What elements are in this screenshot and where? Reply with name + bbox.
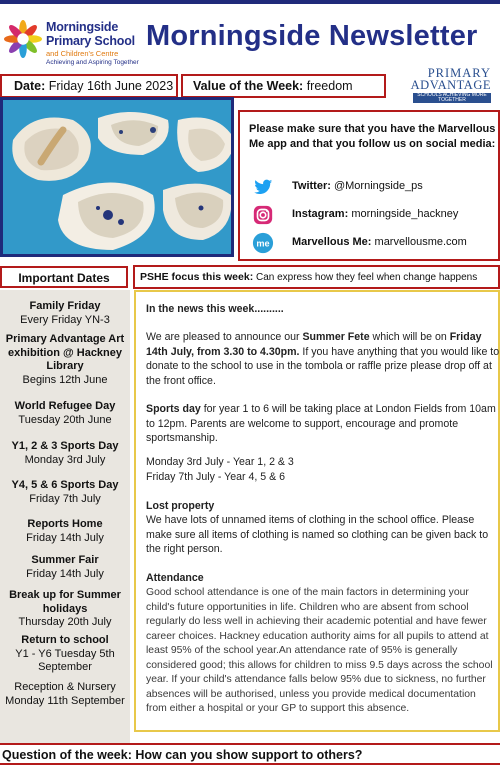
event-title: Break up for Summer holidays [9,589,121,615]
date-box [0,74,178,98]
marvellous-me-row[interactable] [252,232,500,254]
ceramic-bowls-image [3,100,234,257]
social-media-box [238,110,500,261]
date-label: Date: [14,79,46,93]
value-label: Value of the Week: [193,79,304,93]
primary-advantage-logo [393,66,497,106]
event-title: Reports Home [27,518,103,530]
partner-line1: PRIMARY [427,66,491,80]
event-title: Return to school [21,634,109,646]
event-date: Friday 14th July [26,567,104,580]
event-date: Friday 7th July [29,492,101,505]
event-date: Thursday 20th July [18,616,112,628]
event-date: Y1 - Y6 Tuesday 5th September [15,647,115,673]
event-family-friday [0,300,130,327]
marvellous-me-label: Marvellous Me: [292,236,372,248]
sports-day-paragraph [146,402,500,446]
marvellous-me-url: marvellousme.com [374,236,467,248]
twitter-icon [252,176,274,198]
important-dates-sidebar [0,290,130,744]
event-title: World Refugee Day [14,400,116,412]
newsletter-title: Morningside Newsletter [146,20,478,52]
event-title: Summer Fair [31,554,99,566]
sports-day-line1: Monday 3rd July - Year 1, 2 & 3 [146,456,294,468]
event-date: Begins 12th June [22,373,108,386]
summer-fete-paragraph [146,330,500,388]
pshe-text: Can express how they feel when change happens [255,272,478,283]
sports-day-line2: Friday 7th July - Year 4, 5 & 6 [146,471,285,483]
event-break-up [0,589,130,630]
event-date: Monday 3rd July [24,453,106,466]
question-of-the-week: Question of the week: How can you show support to others? [0,743,500,765]
event-title: Primary Advantage Art exhibition @ Hackney Library [5,333,125,372]
fete-intro: We are pleased to announce our [146,331,303,343]
event-date: Reception & Nursery Monday 11th September [5,681,125,707]
sun-logo-icon [4,20,42,58]
instagram-handle: morningside_hackney [351,208,459,220]
svg-text:me: me [256,238,270,249]
attendance-heading: Attendance [146,572,204,584]
instagram-icon [252,204,274,226]
instagram-label: Instagram: [292,208,349,220]
fete-name: Summer Fete [302,331,370,343]
school-subtitle: and Children's Centre [46,49,119,58]
event-date: Every Friday YN-3 [20,313,110,326]
newsletter-header [0,0,500,72]
fete-mid: which will be on [369,331,450,343]
event-world-refugee-day [0,400,130,427]
school-logo [4,16,144,76]
event-title: Y1, 2 & 3 Sports Day [11,440,119,452]
attendance-text: Good school attendance is one of the main factors in determining your child's future opportunities in life. Children who are absent from school regularly do less well in achieving their academic potential and have fewer career choices. Hackney education authority aims for all pupils to attend at least 95% of the school year.An attendance rate of 95% is generally considered good; this allows for children to miss 9.5 days across the school year. If your child's attendance falls below 95% due to sickness, no further absences will be authorised, unless you provide medical documentation from either a hospital or your GP to support this absence. [146,587,493,714]
event-date: Tuesday 20th June [18,413,112,426]
social-intro: Please make sure that you have the Marvellous Me app and that you follow us on social media: [249,123,496,150]
event-return-to-school [0,634,130,675]
pottery-photo [0,97,234,257]
school-name-line2: Primary School [46,34,135,48]
event-reception-nursery [0,681,130,708]
partner-tagline: SCHOOLS ACHIEVING MORE TOGETHER [413,93,491,103]
partner-line2: ADVANTAGE [410,78,491,92]
twitter-row[interactable] [252,176,500,198]
pshe-focus-box [133,265,500,289]
event-summer-fair [0,554,130,581]
instagram-row[interactable] [252,204,500,226]
marvellous-me-icon [252,232,274,254]
news-heading: In the news this week.......... [146,303,284,315]
event-title: Y4, 5 & 6 Sports Day [11,479,119,491]
important-dates-heading: Important Dates [0,266,128,288]
event-title: Family Friday [29,300,101,312]
event-art-exhibition [0,333,130,387]
school-tagline: Achieving and Aspiring Together [46,59,139,66]
school-name-line1: Morningside [46,20,119,34]
fete-when: Friday 14th July, from 3.30 to 4.30pm. [146,331,482,358]
date-value: Friday 16th June 2023 [48,79,174,93]
sports-text: for year 1 to 6 will be taking place at London Fields from 10am to 12pm. Parents are welcome to support, encourage and promote sportsmanship. [146,403,496,444]
event-sports-day-y456 [0,479,130,506]
lost-property-text: We have lots of unnamed items of clothing in the school office. Please make sure all items of clothing is named so clothing can be given back to the right person. [146,514,489,555]
event-date: Friday 14th July [26,531,104,544]
value-of-week-box [181,74,386,98]
event-sports-day-y123 [0,440,130,467]
pshe-label: PSHE focus this week: [140,271,254,283]
sports-label: Sports day [146,403,201,415]
twitter-label: Twitter: [292,180,331,192]
fete-rest: If you have anything that you would like to donate to the school to use in the tombola or raffle prize please drop off at the front office. [146,345,500,387]
twitter-handle: @Morningside_ps [333,180,423,192]
event-reports-home [0,518,130,545]
lost-property-heading: Lost property [146,500,215,512]
value-value: freedom [306,79,353,93]
news-box [134,290,500,732]
